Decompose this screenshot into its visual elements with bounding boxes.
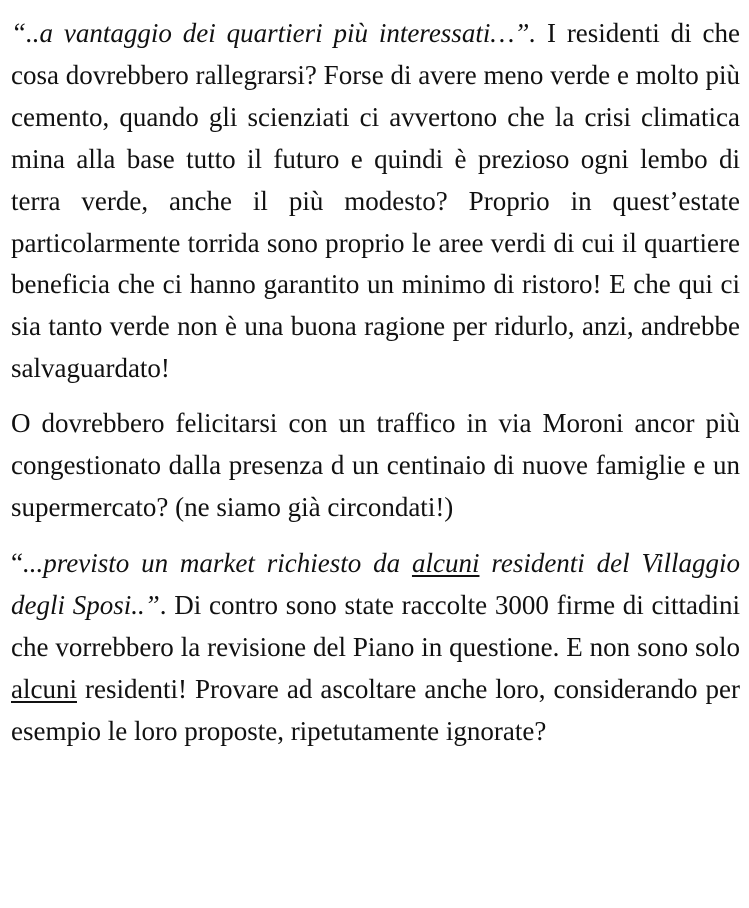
quote-mark: “	[11, 547, 23, 578]
quote-text: ...previsto un market richiesto da	[22, 547, 412, 578]
quote-text-end: residenti del Villaggio degli Sposi..”	[11, 547, 740, 620]
underlined-word: alcuni	[11, 673, 77, 704]
paragraph-1-body: I residenti di che cosa dovrebbero rallegrarsi? Forse di avere meno verde e molto più cemento, quando gli scienziati ci avvertono che la crisi climatica mina alla base tutto il futuro e quindi è prezioso ogni lembo di terra verde, anche il più modesto? Proprio in quest’estate particolarmente torrida sono proprio le aree verdi di cui il quartiere beneficia che ci hanno garantito un minimo di ristoro! E che qui ci sia tanto verde non è una buona ragione per ridurlo, anzi, andrebbe salvaguardato!	[11, 18, 740, 384]
paragraph-3-ending: residenti! Provare ad ascoltare anche loro, considerando per esempio le loro proposte, ripetutamente ignorate?	[11, 673, 740, 746]
paragraph-3-body: . Di contro sono state raccolte 3000 firme di cittadini che vorrebbero la revisione del Piano in questione. E non sono solo	[11, 589, 741, 662]
document-body	[11, 0, 740, 752]
underlined-word: alcuni	[411, 547, 480, 578]
paragraph-1	[11, 0, 740, 390]
paragraph-3	[11, 543, 740, 753]
quote-opening: “..a vantaggio dei quartieri più interessati…”.	[11, 18, 537, 48]
paragraph-2-body: O dovrebbero felicitarsi con un traffico in via Moroni ancor più congestionato dalla presenza d un centinaio di nuove famiglie e un supermercato? (ne siamo già circondati!)	[11, 408, 740, 522]
paragraph-2	[11, 403, 740, 529]
